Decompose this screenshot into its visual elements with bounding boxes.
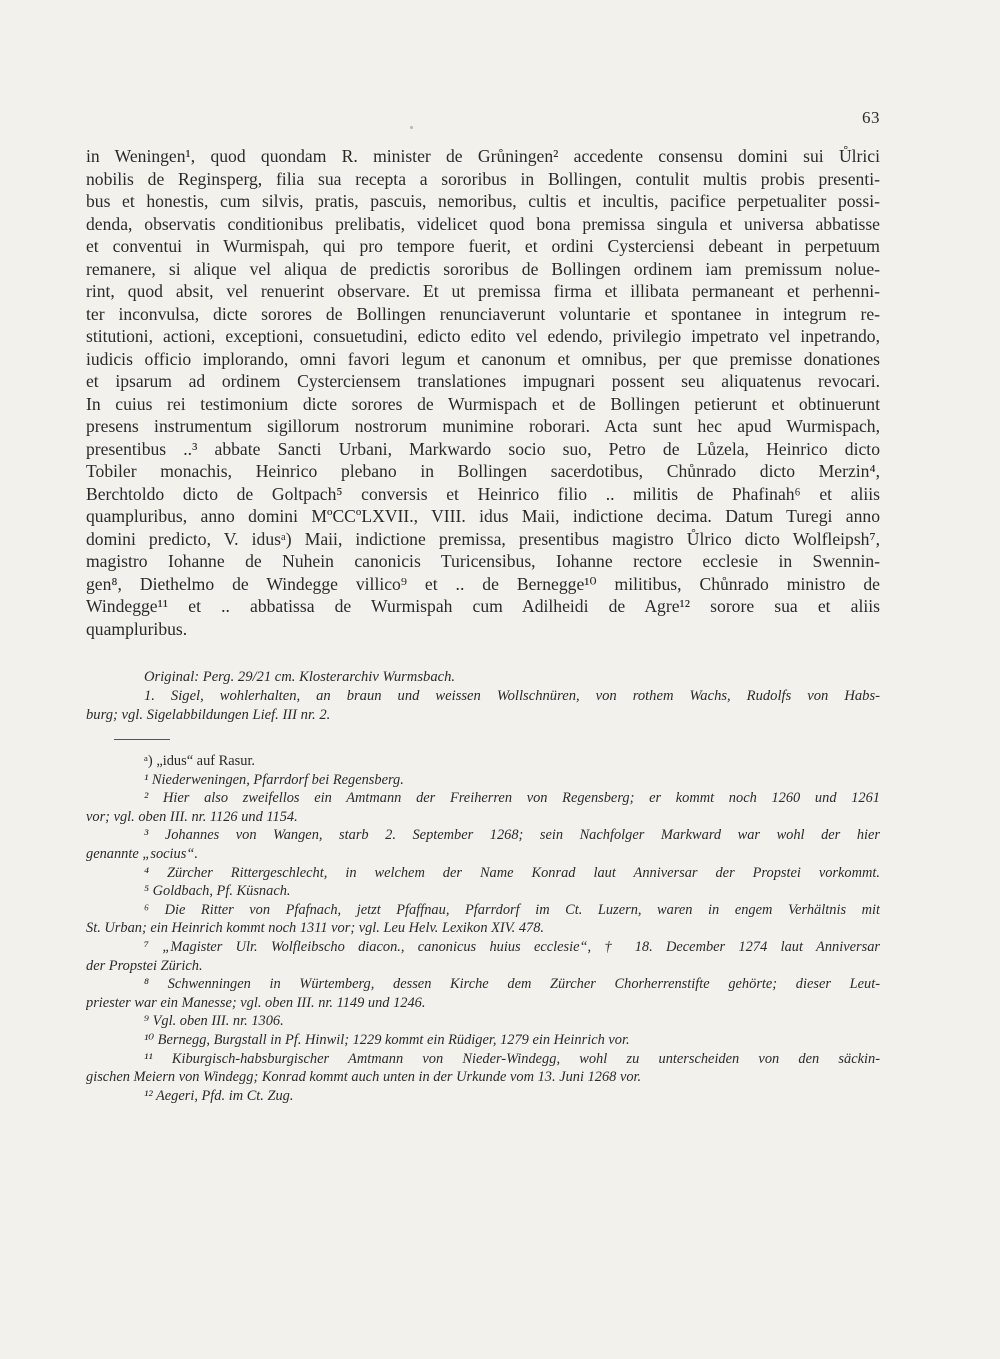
text-line: quampluribus. [86,618,188,639]
text-line: stitutioni, actioni, exceptioni, consuetudini, edicto edito vel edendo, privilegio impetrato vel inpetrando, [86,326,880,346]
footnote-line: ᵃ) „idus“ auf Rasur. [144,753,256,769]
footnote-line: gischen Meiern von Windegg; Konrad kommt auch unten in der Urkunde vom 13. Juni 1268 vor. [86,1069,642,1086]
footnote-line: vor; vgl. oben III. nr. 1126 und 1154. [86,808,298,825]
text-line: quampluribus, anno domini MºCCºLXVII., VIII. idus Maii, indictione decima. Datum Turegi anno [86,506,880,526]
page-number: 63 [862,108,880,127]
footnote-divider [114,739,170,740]
footnote-line: priester war ein Manesse; vgl. oben III. nr. 1149 und 1246. [86,994,426,1011]
text-line: Berchtoldo dicto de Goltpach⁵ conversis et Heinrico filio .. militis de Phafinah⁶ et aliis [86,483,880,504]
text-line: bus et honestis, cum silvis, pratis, pascuis, nemoribus, cultis et incultis, pacifice perpetualiter possi- [86,191,880,211]
charter-text [86,145,880,640]
footnote-line: ² Hier also zweifellos ein Amtmann der Freiherren von Regensberg; er kommt noch 1260 und 1261 [144,790,880,807]
text-line: et ipsarum ad ordinem Cysterciensem translationes impugnari possent seu aliquatenus revocari. [86,371,880,391]
text-line: remanere, si alique vel aliqua de predictis sororibus de Bollingen ordinem iam premissum nolue- [86,258,880,279]
text-line: iudicis officio implorando, omni favori legum et canonum et omnibus, per que premisse donationes [86,348,880,369]
footnote-line: ³ Johannes von Wangen, starb 2. September 1268; sein Nachfolger Markward war wohl der hier [144,827,880,844]
footnote-line: ⁶ Die Ritter von Pfafnach, jetzt Pfaffnau, Pfarrdorf im Ct. Luzern, waren in engem Verhältnis mit [144,901,880,918]
footnote-line: ⁴ Zürcher Rittergeschlecht, in welchem der Name Konrad laut Anniversar der Propstei vorkommt. [144,864,880,881]
source-line: burg; vgl. Sigelabbildungen Lief. III nr. 2. [86,707,331,723]
text-line: ter inconvulsa, dicte sorores de Bollingen renunciaverunt voluntarie et spontanee in integrum re- [86,303,880,324]
source-line: Original: Perg. 29/21 cm. Klosterarchiv Wurmsbach. [144,669,456,685]
footnote-line: genannte „socius“. [86,845,198,862]
footnote-line: ¹⁰ Bernegg, Burgstall in Pf. Hinwil; 1229 kommt ein Rüdiger, 1279 ein Heinrich vor. [144,1031,630,1048]
footnote-line: ⁹ Vgl. oben III. nr. 1306. [144,1013,284,1030]
text-line: presens instrumentum sigillorum nostrorum munimine roborari. Acta sunt hec apud Wurmispach, [86,416,880,436]
footnotes [86,752,880,1105]
source-line: 1. Sigel, wohlerhalten, an braun und weissen Wollschnüren, von rothem Wachs, Rudolfs von Habs- [144,688,880,704]
text-line: In cuius rei testimonium dicte sorores de Wurmispach et de Bollingen petierunt et obtinuerunt [86,393,880,414]
text-line: presentibus ..³ abbate Sancti Urbani, Markwardo socio suo, Petro de Lůzela, Heinrico dicto [86,438,880,459]
text-line: gen⁸, Diethelmo de Windegge villico⁹ et .. de Bernegge¹⁰ militibus, Chůnrado ministro de [86,573,880,594]
text-line: Windegge¹¹ et .. abbatissa de Wurmispah cum Adilheidi de Agre¹² sorore sua et aliis [86,596,880,616]
footnote-line: ⁸ Schwenningen in Würtemberg, dessen Kirche dem Zürcher Chorherrenstifte gehörte; dieser Leut- [144,976,880,993]
footnote-line: ¹² Aegeri, Pfd. im Ct. Zug. [144,1087,294,1104]
text-line: domini predicto, V. idusᵃ) Maii, indictione premissa, presentibus magistro Ůlrico dicto Wolfleipsh⁷, [86,528,880,549]
footnote-line: der Propstei Zürich. [86,957,203,974]
text-line: Tobiler monachis, Heinrico plebano in Bollingen sacerdotibus, Chůnrado dicto Merzin⁴, [86,461,880,481]
text-line: denda, observatis conditionibus prelibatis, videlicet quod bona premissa singula et universa abbatisse [86,213,880,234]
text-line: magistro Iohanne de Nuhein canonicis Turicensibus, Iohanne rectore ecclesie in Swennin- [86,551,880,571]
footnote-line: ⁵ Goldbach, Pf. Küsnach. [144,883,291,900]
footnote-line: ¹¹ Kiburgisch-habsburgischer Amtmann von Nieder-Windegg, wohl zu unterscheiden von den säckin- [144,1050,880,1067]
text-line: et conventui in Wurmispah, qui pro tempore fuerit, et ordini Cysterciensi debeant in perpetuum [86,236,880,256]
footnote-line: St. Urban; ein Heinrich kommt noch 1311 vor; vgl. Leu Helv. Lexikon XIV. 478. [86,920,545,937]
footnote-line: ¹ Niederweningen, Pfarrdorf bei Regensberg. [144,771,404,788]
source-note [86,668,880,725]
text-line: rint, quod absit, vel renuerint observare. Et ut premissa firma et illibata permaneant et perhenni- [86,281,880,301]
text-line: nobilis de Reginsperg, filia sua recepta a sororibus in Bollingen, contulit multis probis presenti- [86,168,880,189]
paper-speck [410,126,413,129]
footnote-line: ⁷ „Magister Ulr. Wolfleibscho diacon., canonicus huius ecclesie“, † 18. December 1274 laut Anniversar [144,938,880,955]
text-line: in Weningen¹, quod quondam R. minister de Grůningen² accedente consensu domini sui Ůlrici [86,146,880,166]
